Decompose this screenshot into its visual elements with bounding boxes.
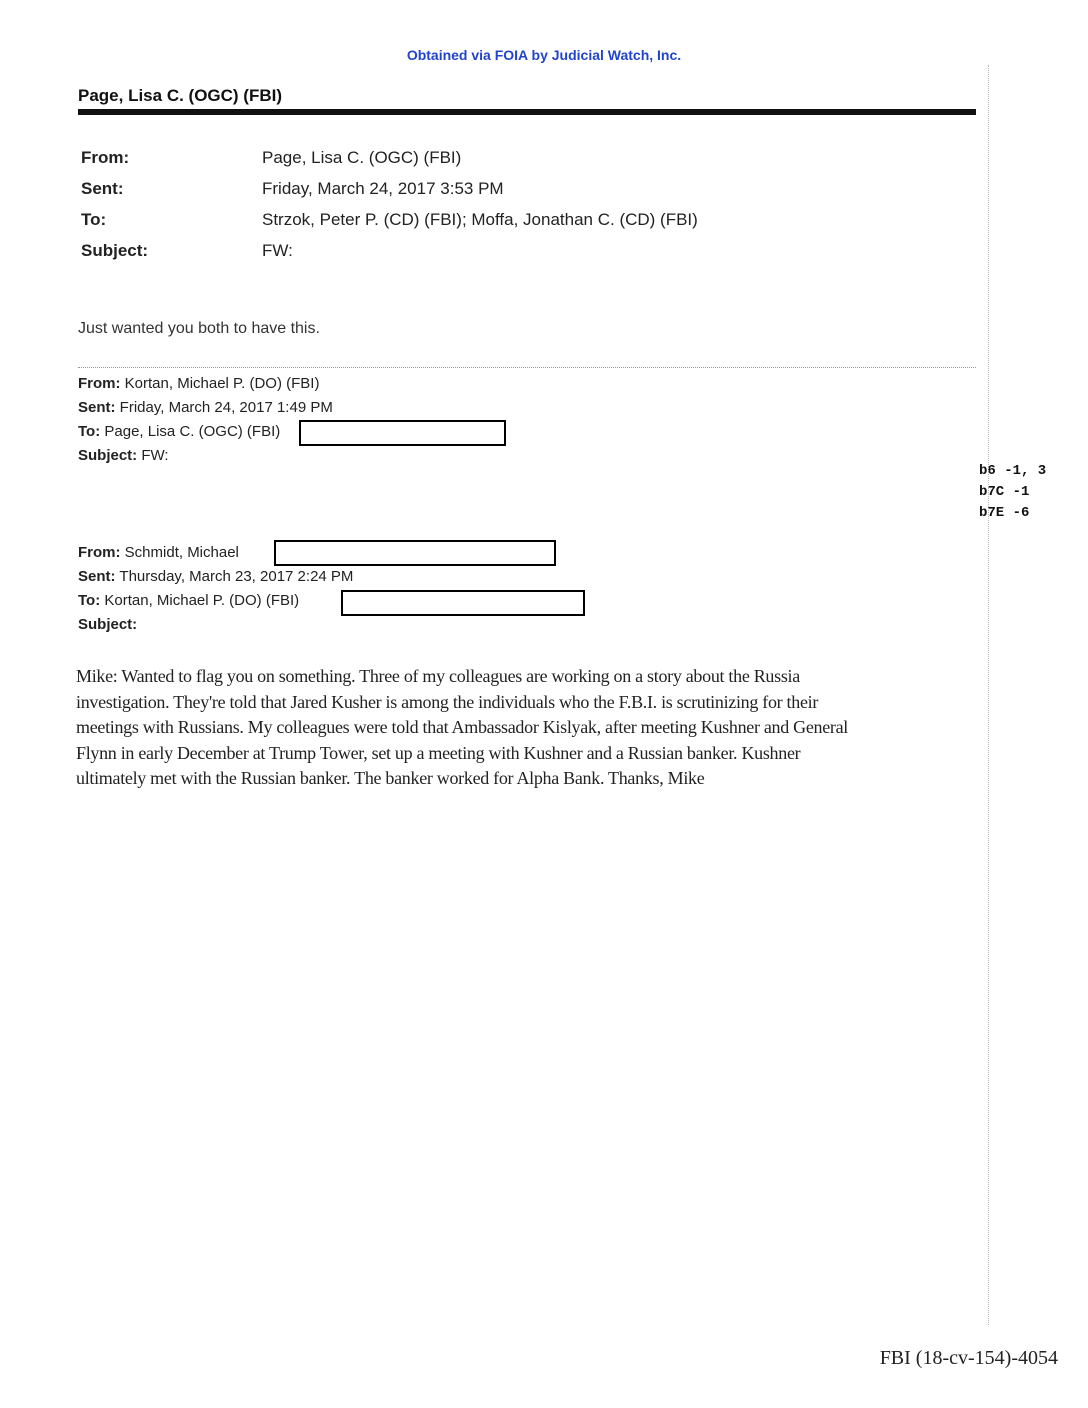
fw2-from-label: From: xyxy=(78,544,121,561)
sent-value: Friday, March 24, 2017 3:53 PM xyxy=(262,179,504,198)
fw2-sent-label: Sent: xyxy=(78,568,116,585)
fw1-to-line xyxy=(78,423,280,440)
top-email-body: Just wanted you both to have this. xyxy=(78,320,320,337)
fw2-sent-value: Thursday, March 23, 2017 2:24 PM xyxy=(119,568,354,585)
forward-divider xyxy=(78,367,976,368)
from-value: Page, Lisa C. (OGC) (FBI) xyxy=(262,148,462,167)
fw2-from-line xyxy=(78,544,239,561)
from-label: From: xyxy=(81,148,130,167)
fw2-subject-line xyxy=(78,616,137,633)
fw2-sent-line xyxy=(78,568,353,585)
fw1-sent-label: Sent: xyxy=(78,399,116,416)
exemption-code: b7E -6 xyxy=(979,505,1030,521)
fw1-to-value: Page, Lisa C. (OGC) (FBI) xyxy=(104,423,281,440)
fw1-from-line xyxy=(78,375,319,392)
fw1-subject-label: Subject: xyxy=(78,447,138,464)
fw1-from-value: Kortan, Michael P. (DO) (FBI) xyxy=(124,375,320,392)
fw2-to-value: Kortan, Michael P. (DO) (FBI) xyxy=(104,592,300,609)
exemption-code: b7C -1 xyxy=(979,484,1030,500)
message-line: ultimately met with the Russian banker. The banker worked for Alpha Bank. Thanks, Mike xyxy=(76,768,705,788)
fw1-subject-line xyxy=(78,447,169,464)
message-line: Mike: Wanted to flag you on something. Three of my colleagues are working on a story about the Russia xyxy=(76,666,800,686)
redaction-box xyxy=(341,590,585,616)
bates-number: FBI (18-cv-154)-4054 xyxy=(879,1347,1058,1369)
fw1-sent-value: Friday, March 24, 2017 1:49 PM xyxy=(119,399,333,416)
redaction-box xyxy=(274,540,556,566)
message-line: meetings with Russians. My colleagues were told that Ambassador Kislyak, after meeting Kushner and General xyxy=(76,717,849,737)
to-value: Strzok, Peter P. (CD) (FBI); Moffa, Jonathan C. (CD) (FBI) xyxy=(262,210,698,229)
title-divider xyxy=(78,109,976,115)
subject-value: FW: xyxy=(262,241,293,260)
fw1-subject-value: FW: xyxy=(141,447,169,464)
fw2-subject-label: Subject: xyxy=(78,616,138,633)
fw2-from-value: Schmidt, Michael xyxy=(124,544,239,561)
message-line: investigation. They're told that Jared Kusher is among the individuals who the F.B.I. is scrutinizing for their xyxy=(76,691,819,712)
sent-label: Sent: xyxy=(81,179,124,198)
fw1-from-label: From: xyxy=(78,375,121,392)
message-line: Flynn in early December at Trump Tower, set up a meeting with Kushner and a Russian banker. Kushner xyxy=(76,742,801,763)
margin-rule xyxy=(988,65,989,1325)
to-label: To: xyxy=(81,210,107,229)
fw1-sent-line xyxy=(78,399,333,416)
exemption-codes xyxy=(979,461,1046,524)
exemption-code: b6 -1, 3 xyxy=(979,463,1047,479)
fw2-to-line xyxy=(78,592,299,609)
fw1-to-label: To: xyxy=(78,423,101,440)
foia-watermark: Obtained via FOIA by Judicial Watch, Inc. xyxy=(406,47,682,63)
message-body xyxy=(76,664,976,792)
fw2-to-label: To: xyxy=(78,592,101,609)
subject-label: Subject: xyxy=(81,241,149,260)
redaction-box xyxy=(299,420,506,446)
mailbox-owner-title: Page, Lisa C. (OGC) (FBI) xyxy=(78,86,283,105)
